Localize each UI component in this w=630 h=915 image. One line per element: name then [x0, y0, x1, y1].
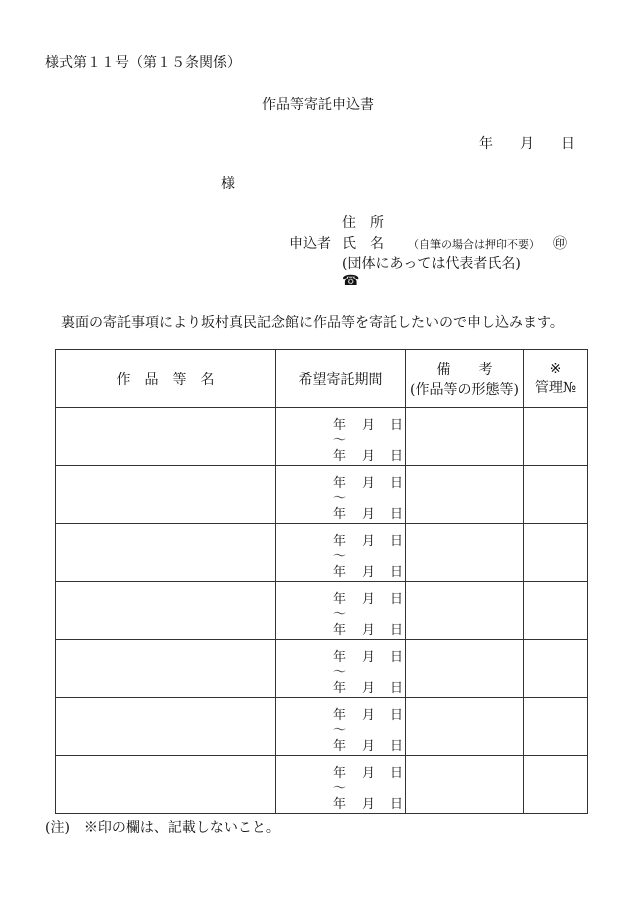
- header-mgmt-line2: 管理№: [534, 379, 577, 396]
- period-tilde: ～: [333, 549, 347, 564]
- header-remarks-line1: 備 考: [436, 361, 493, 378]
- period-end-day-label: 日: [390, 449, 404, 464]
- period-cell[interactable]: [276, 582, 406, 640]
- period-start-year-label: 年: [333, 476, 347, 491]
- period-start-day-label: 日: [390, 766, 404, 781]
- period-cell[interactable]: [276, 408, 406, 466]
- header-management-no: [524, 350, 588, 408]
- period-tilde: ～: [333, 433, 347, 448]
- work-name-cell[interactable]: [56, 524, 276, 582]
- period-end-day-label: 日: [390, 739, 404, 754]
- table-row: [56, 466, 588, 524]
- period-end-day-label: 日: [390, 623, 404, 638]
- period-start-year-label: 年: [333, 766, 347, 781]
- period-start-year-label: 年: [333, 650, 347, 665]
- management-no-cell: [524, 466, 588, 524]
- period-end-year-label: 年: [333, 681, 347, 696]
- period-cell[interactable]: [276, 524, 406, 582]
- header-mgmt-line1: ※: [549, 360, 562, 377]
- statement: 裏面の寄託事項により坂村真民記念館に作品等を寄託したいので申し込みます。: [61, 315, 564, 331]
- date-day-label: 日: [561, 136, 575, 152]
- address-label: 住 所: [342, 215, 384, 231]
- period-start-month-label: 月: [362, 476, 376, 491]
- period-end-year-label: 年: [333, 739, 347, 754]
- period-start-day-label: 日: [390, 418, 404, 433]
- period-tilde: ～: [333, 723, 347, 738]
- period-start-year-label: 年: [333, 534, 347, 549]
- management-no-cell: [524, 756, 588, 814]
- work-name-cell[interactable]: [56, 698, 276, 756]
- period-end-day-label: 日: [390, 681, 404, 696]
- period-end-year-label: 年: [333, 565, 347, 580]
- period-end-day-label: 日: [390, 797, 404, 812]
- period-end-month-label: 月: [362, 739, 376, 754]
- footnote: (注) ※印の欄は、記載しないこと。: [45, 820, 280, 836]
- period-start-month-label: 月: [362, 650, 376, 665]
- period-start-month-label: 月: [362, 418, 376, 433]
- header-work-name: 作 品 等 名: [56, 350, 276, 408]
- period-start-day-label: 日: [390, 534, 404, 549]
- period-end-month-label: 月: [362, 507, 376, 522]
- management-no-cell: [524, 640, 588, 698]
- work-name-cell[interactable]: [56, 582, 276, 640]
- date-month-label: 月: [520, 136, 534, 152]
- period-start-day-label: 日: [390, 650, 404, 665]
- period-start-month-label: 月: [362, 708, 376, 723]
- form-number: 様式第１１号（第１５条関係）: [45, 55, 241, 71]
- signature-note: （自筆の場合は押印不要）: [408, 238, 540, 251]
- name-label: 氏 名: [342, 236, 384, 252]
- remarks-cell[interactable]: [406, 582, 524, 640]
- header-remarks: [406, 350, 524, 408]
- phone-icon: ☎: [342, 273, 360, 289]
- period-end-month-label: 月: [362, 681, 376, 696]
- remarks-cell[interactable]: [406, 466, 524, 524]
- period-end-month-label: 月: [362, 565, 376, 580]
- period-end-year-label: 年: [333, 623, 347, 638]
- table-row: [56, 408, 588, 466]
- period-tilde: ～: [333, 781, 347, 796]
- period-end-day-label: 日: [390, 507, 404, 522]
- addressee-suffix: 様: [221, 176, 235, 192]
- management-no-cell: [524, 698, 588, 756]
- period-start-day-label: 日: [390, 476, 404, 491]
- period-start-year-label: 年: [333, 418, 347, 433]
- remarks-cell[interactable]: [406, 756, 524, 814]
- table-row: [56, 582, 588, 640]
- period-start-month-label: 月: [362, 534, 376, 549]
- period-cell[interactable]: [276, 640, 406, 698]
- period-start-day-label: 日: [390, 592, 404, 607]
- header-period: 希望寄託期間: [276, 350, 406, 408]
- period-start-month-label: 月: [362, 592, 376, 607]
- period-end-year-label: 年: [333, 449, 347, 464]
- management-no-cell: [524, 582, 588, 640]
- period-cell[interactable]: [276, 466, 406, 524]
- date-year-label: 年: [479, 136, 493, 152]
- management-no-cell: [524, 524, 588, 582]
- period-tilde: ～: [333, 491, 347, 506]
- remarks-cell[interactable]: [406, 698, 524, 756]
- table-row: [56, 524, 588, 582]
- period-tilde: ～: [333, 665, 347, 680]
- work-name-cell[interactable]: [56, 640, 276, 698]
- header-remarks-line2: (作品等の形態等): [410, 381, 519, 398]
- work-name-cell[interactable]: [56, 756, 276, 814]
- period-start-year-label: 年: [333, 592, 347, 607]
- period-cell[interactable]: [276, 698, 406, 756]
- period-start-day-label: 日: [390, 708, 404, 723]
- work-name-cell[interactable]: [56, 466, 276, 524]
- consignment-table: [55, 349, 588, 814]
- seal-mark: ㊞: [553, 236, 567, 252]
- period-end-day-label: 日: [390, 565, 404, 580]
- table-row: [56, 640, 588, 698]
- period-start-month-label: 月: [362, 766, 376, 781]
- period-end-year-label: 年: [333, 797, 347, 812]
- remarks-cell[interactable]: [406, 408, 524, 466]
- management-no-cell: [524, 408, 588, 466]
- table-row: [56, 698, 588, 756]
- period-tilde: ～: [333, 607, 347, 622]
- period-end-month-label: 月: [362, 623, 376, 638]
- period-cell[interactable]: [276, 756, 406, 814]
- form-title: 作品等寄託申込書: [262, 97, 374, 113]
- table-row: [56, 756, 588, 814]
- group-note: (団体にあっては代表者氏名): [342, 256, 521, 272]
- period-end-month-label: 月: [362, 797, 376, 812]
- period-end-month-label: 月: [362, 449, 376, 464]
- applicant-label: 申込者: [289, 236, 331, 252]
- remarks-cell[interactable]: [406, 640, 524, 698]
- period-end-year-label: 年: [333, 507, 347, 522]
- period-start-year-label: 年: [333, 708, 347, 723]
- work-name-cell[interactable]: [56, 408, 276, 466]
- remarks-cell[interactable]: [406, 524, 524, 582]
